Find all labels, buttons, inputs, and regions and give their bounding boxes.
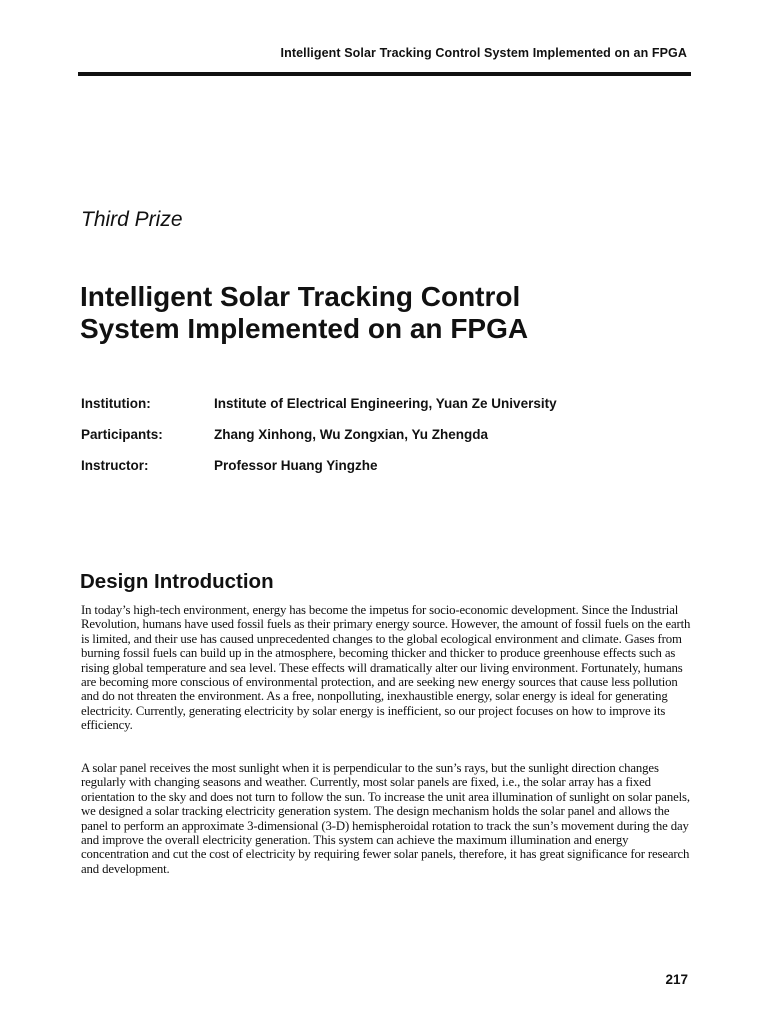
institution-label: Institution: — [81, 396, 151, 411]
institution-row — [81, 396, 701, 412]
title-line-1: Intelligent Solar Tracking Control — [80, 281, 521, 312]
page-title — [80, 281, 700, 345]
section-heading: Design Introduction — [80, 570, 274, 593]
instructor-value: Professor Huang Yingzhe — [214, 458, 378, 473]
body-paragraph-2: A solar panel receives the most sunlight when it is perpendicular to the sun’s rays, but the sunlight direction changes regularly with changing seasons and weather. Currently, most solar panels are fixed, i.e., the solar array has a fixed orientation to the sky and does not turn to follow the sun. To increase the unit area illumination of sunlight on solar panels, we designed a solar tracking electricity generation system. The design mechanism holds the solar panel and allows the panel to perform an approximate 3-dimensional (3-D) hemispheroidal rotation to track the sun’s movement during the day and improve the overall electricity generation. This system can achieve the maximum illumination and energy concentration and cut the cost of electricity by requiring fewer solar panels, therefore, it has great significance for research and development. — [81, 761, 690, 876]
prize-label: Third Prize — [81, 208, 183, 231]
participants-row — [81, 427, 701, 443]
participants-value: Zhang Xinhong, Wu Zongxian, Yu Zhengda — [214, 427, 488, 442]
page-number: 217 — [665, 972, 688, 987]
instructor-row — [81, 458, 701, 474]
participants-label: Participants: — [81, 427, 163, 442]
header-rule — [78, 72, 691, 76]
body-paragraph-1: In today’s high-tech environment, energy has become the impetus for socio-economic development. Since the Industrial Revolution, humans have used fossil fuels as their primary energy source. However, the amount of fossil fuels on the earth is limited, and their use has caused unprecedented changes to the global ecological environment and climate. Gases from burning fossil fuels can build up in the atmosphere, becoming thicker and thicker to produce greenhouse effects such as rising global temperature and sea level. These effects will dramatically alter our living environment. Fortunately, humans are becoming more conscious of environmental protection, and are seeking new energy sources that cause less pollution and do not threaten the environment. As a free, nonpolluting, inexhaustible energy, solar energy is ideal for generating electricity. Currently, generating electricity by solar energy is inefficient, so our project focuses on how to improve its efficiency. — [81, 603, 691, 733]
title-line-2: System Implemented on an FPGA — [80, 313, 529, 344]
institution-value: Institute of Electrical Engineering, Yuan Ze University — [214, 396, 557, 411]
instructor-label: Instructor: — [81, 458, 149, 473]
running-header: Intelligent Solar Tracking Control System Implemented on an FPGA — [280, 46, 687, 60]
